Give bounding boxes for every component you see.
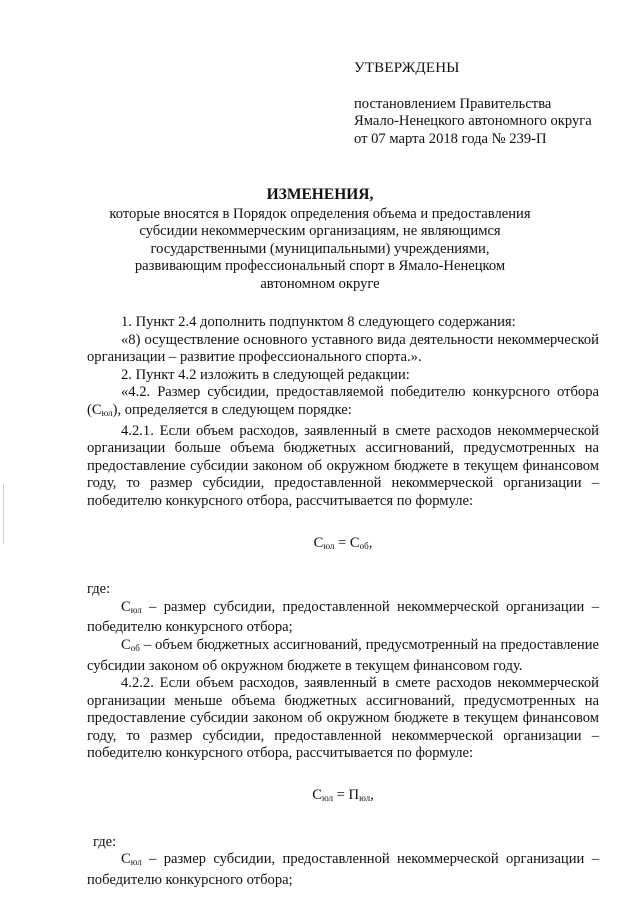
paragraph-3: 2. Пункт 4.2 изложить в следующей редакции: xyxy=(121,366,410,383)
document-heading xyxy=(100,186,540,294)
definition-text: – размер субсидии, предоставленной некоммерческой организации – победителю конкурсного отбора; xyxy=(87,598,599,636)
approval-line: постановлением Правительства xyxy=(354,95,552,112)
heading-line: субсидии некоммерческим организациям, не являющимся xyxy=(139,223,501,240)
paragraph-4 xyxy=(87,384,599,422)
where-label: где: xyxy=(93,833,117,850)
definition-text: – объем бюджетных ассигнований, предусмотренный на предоставление субсидии законом об окружном бюджете в текущем финансовом году. xyxy=(87,636,599,674)
scan-mark xyxy=(616,0,634,6)
formula-lhs-sub: юл xyxy=(323,540,335,551)
formula-eq: = xyxy=(334,534,350,551)
document-body xyxy=(87,314,599,889)
heading-line: автономном округе xyxy=(260,275,380,292)
formula-lhs-sub: юл xyxy=(322,793,333,804)
formula-rhs: П xyxy=(348,787,360,804)
definition-symbol: С xyxy=(121,598,131,615)
formula-tail: , xyxy=(370,787,374,804)
definition-sub: об xyxy=(130,642,140,653)
paragraph-4-text-a: «4.2. Размер субсидии, предоставляемой победителю конкурсного отбора (С xyxy=(87,384,599,418)
margin-line xyxy=(3,484,4,544)
approval-line: от 07 марта 2018 года № 239-П xyxy=(354,130,547,147)
formula-2 xyxy=(87,787,599,808)
paragraph-1: 1. Пункт 2.4 дополнить подпунктом 8 следующего содержания: xyxy=(121,314,516,330)
definition-text: – размер субсидии, предоставленной некоммерческой организации – победителю конкурсного отбора; xyxy=(87,851,599,888)
formula-1 xyxy=(87,535,599,556)
paragraph-6: 4.2.2. Если объем расходов, заявленный в смете расходов некоммерческой организации меньше объема бюджетных ассигнований, предусмотренных на предоставление субсидии законом об окружном бюджете в текущем финансовом году, то размер субсидии, предоставленной некоммерческой организации – победителю конкурсного отбора, рассчитывается по формуле: xyxy=(87,675,599,762)
formula-eq: = xyxy=(333,787,349,804)
definition-symbol: С xyxy=(121,851,131,868)
heading-title: ИЗМЕНЕНИЯ, xyxy=(266,186,374,203)
formula-lhs: С xyxy=(312,787,322,804)
paragraph-5: 4.2.1. Если объем расходов, заявленный в смете расходов некоммерческой организации больше объема бюджетных ассигнований, предусмотренных на предоставление субсидии законом об окружном бюджете в текущем финансовом году, то размер субсидии, предоставленной некоммерческой организации – победителю конкурсного отбора, рассчитывается по формуле: xyxy=(87,422,599,509)
definition-sub: юл xyxy=(130,857,142,868)
paragraph-2: «8) осуществление основного уставного вида деятельности некоммерческой организации – развитие профессионального спорта.». xyxy=(87,331,599,366)
definition-3 xyxy=(87,851,599,889)
definition-2 xyxy=(87,637,599,675)
heading-line: которые вносятся в Порядок определения объема и предоставления xyxy=(109,205,531,222)
paragraph-4-text-b: ), определяется в следующем порядке: xyxy=(112,401,352,418)
formula-rhs: С xyxy=(349,534,360,551)
definition-sub: юл xyxy=(130,604,142,615)
heading-line: государственными (муниципальными) учреждениями, xyxy=(150,240,490,257)
approval-title: УТВЕРЖДЕНЫ xyxy=(354,60,460,76)
where-label: где: xyxy=(87,581,111,598)
definition-symbol: С xyxy=(121,636,131,653)
subscript: юл xyxy=(101,407,113,418)
approval-block xyxy=(354,60,634,148)
definition-1 xyxy=(87,599,599,637)
heading-line: развивающим профессиональный спорт в Ямало-Ненецком xyxy=(134,258,506,275)
formula-tail: , xyxy=(368,534,373,551)
formula-rhs-sub: об xyxy=(359,540,369,551)
formula-lhs: С xyxy=(313,534,324,551)
approval-line: Ямало-Ненецкого автономного округа xyxy=(354,113,592,130)
formula-rhs-sub: юл xyxy=(359,793,371,804)
